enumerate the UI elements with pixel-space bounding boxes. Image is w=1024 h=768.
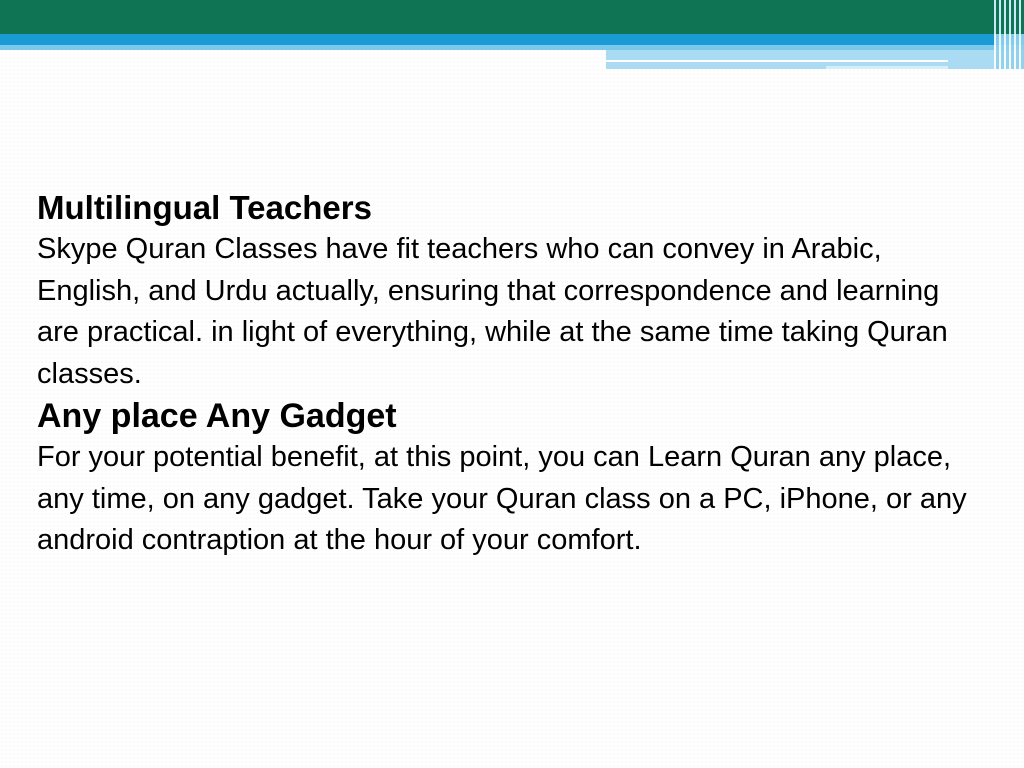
section-heading-any-place-any-gadget: Any place Any Gadget — [37, 397, 397, 435]
header-blue-band — [0, 34, 1024, 45]
section-heading-multilingual-teachers: Multilingual Teachers — [37, 189, 372, 226]
header-stripes-dark — [994, 0, 1024, 34]
section-body-multilingual-teachers: Skype Quran Classes have fit teachers who can convey in Arabic, English, and Urdu actually, ensuring that correspondence and learning are practical. in light of everything, while at the same time taking Quran classes. — [37, 233, 948, 390]
header-green-band — [0, 0, 1024, 34]
section-body-any-place-any-gadget: For your potential benefit, at this point, you can Learn Quran any place, any time, on any gadget. Take your Quran class on a PC, iPhone, or any android contraption at the hour of your comfort. — [37, 441, 967, 556]
header-pale-line — [826, 66, 948, 69]
header-white-line — [606, 60, 948, 62]
slide-content — [37, 187, 987, 562]
